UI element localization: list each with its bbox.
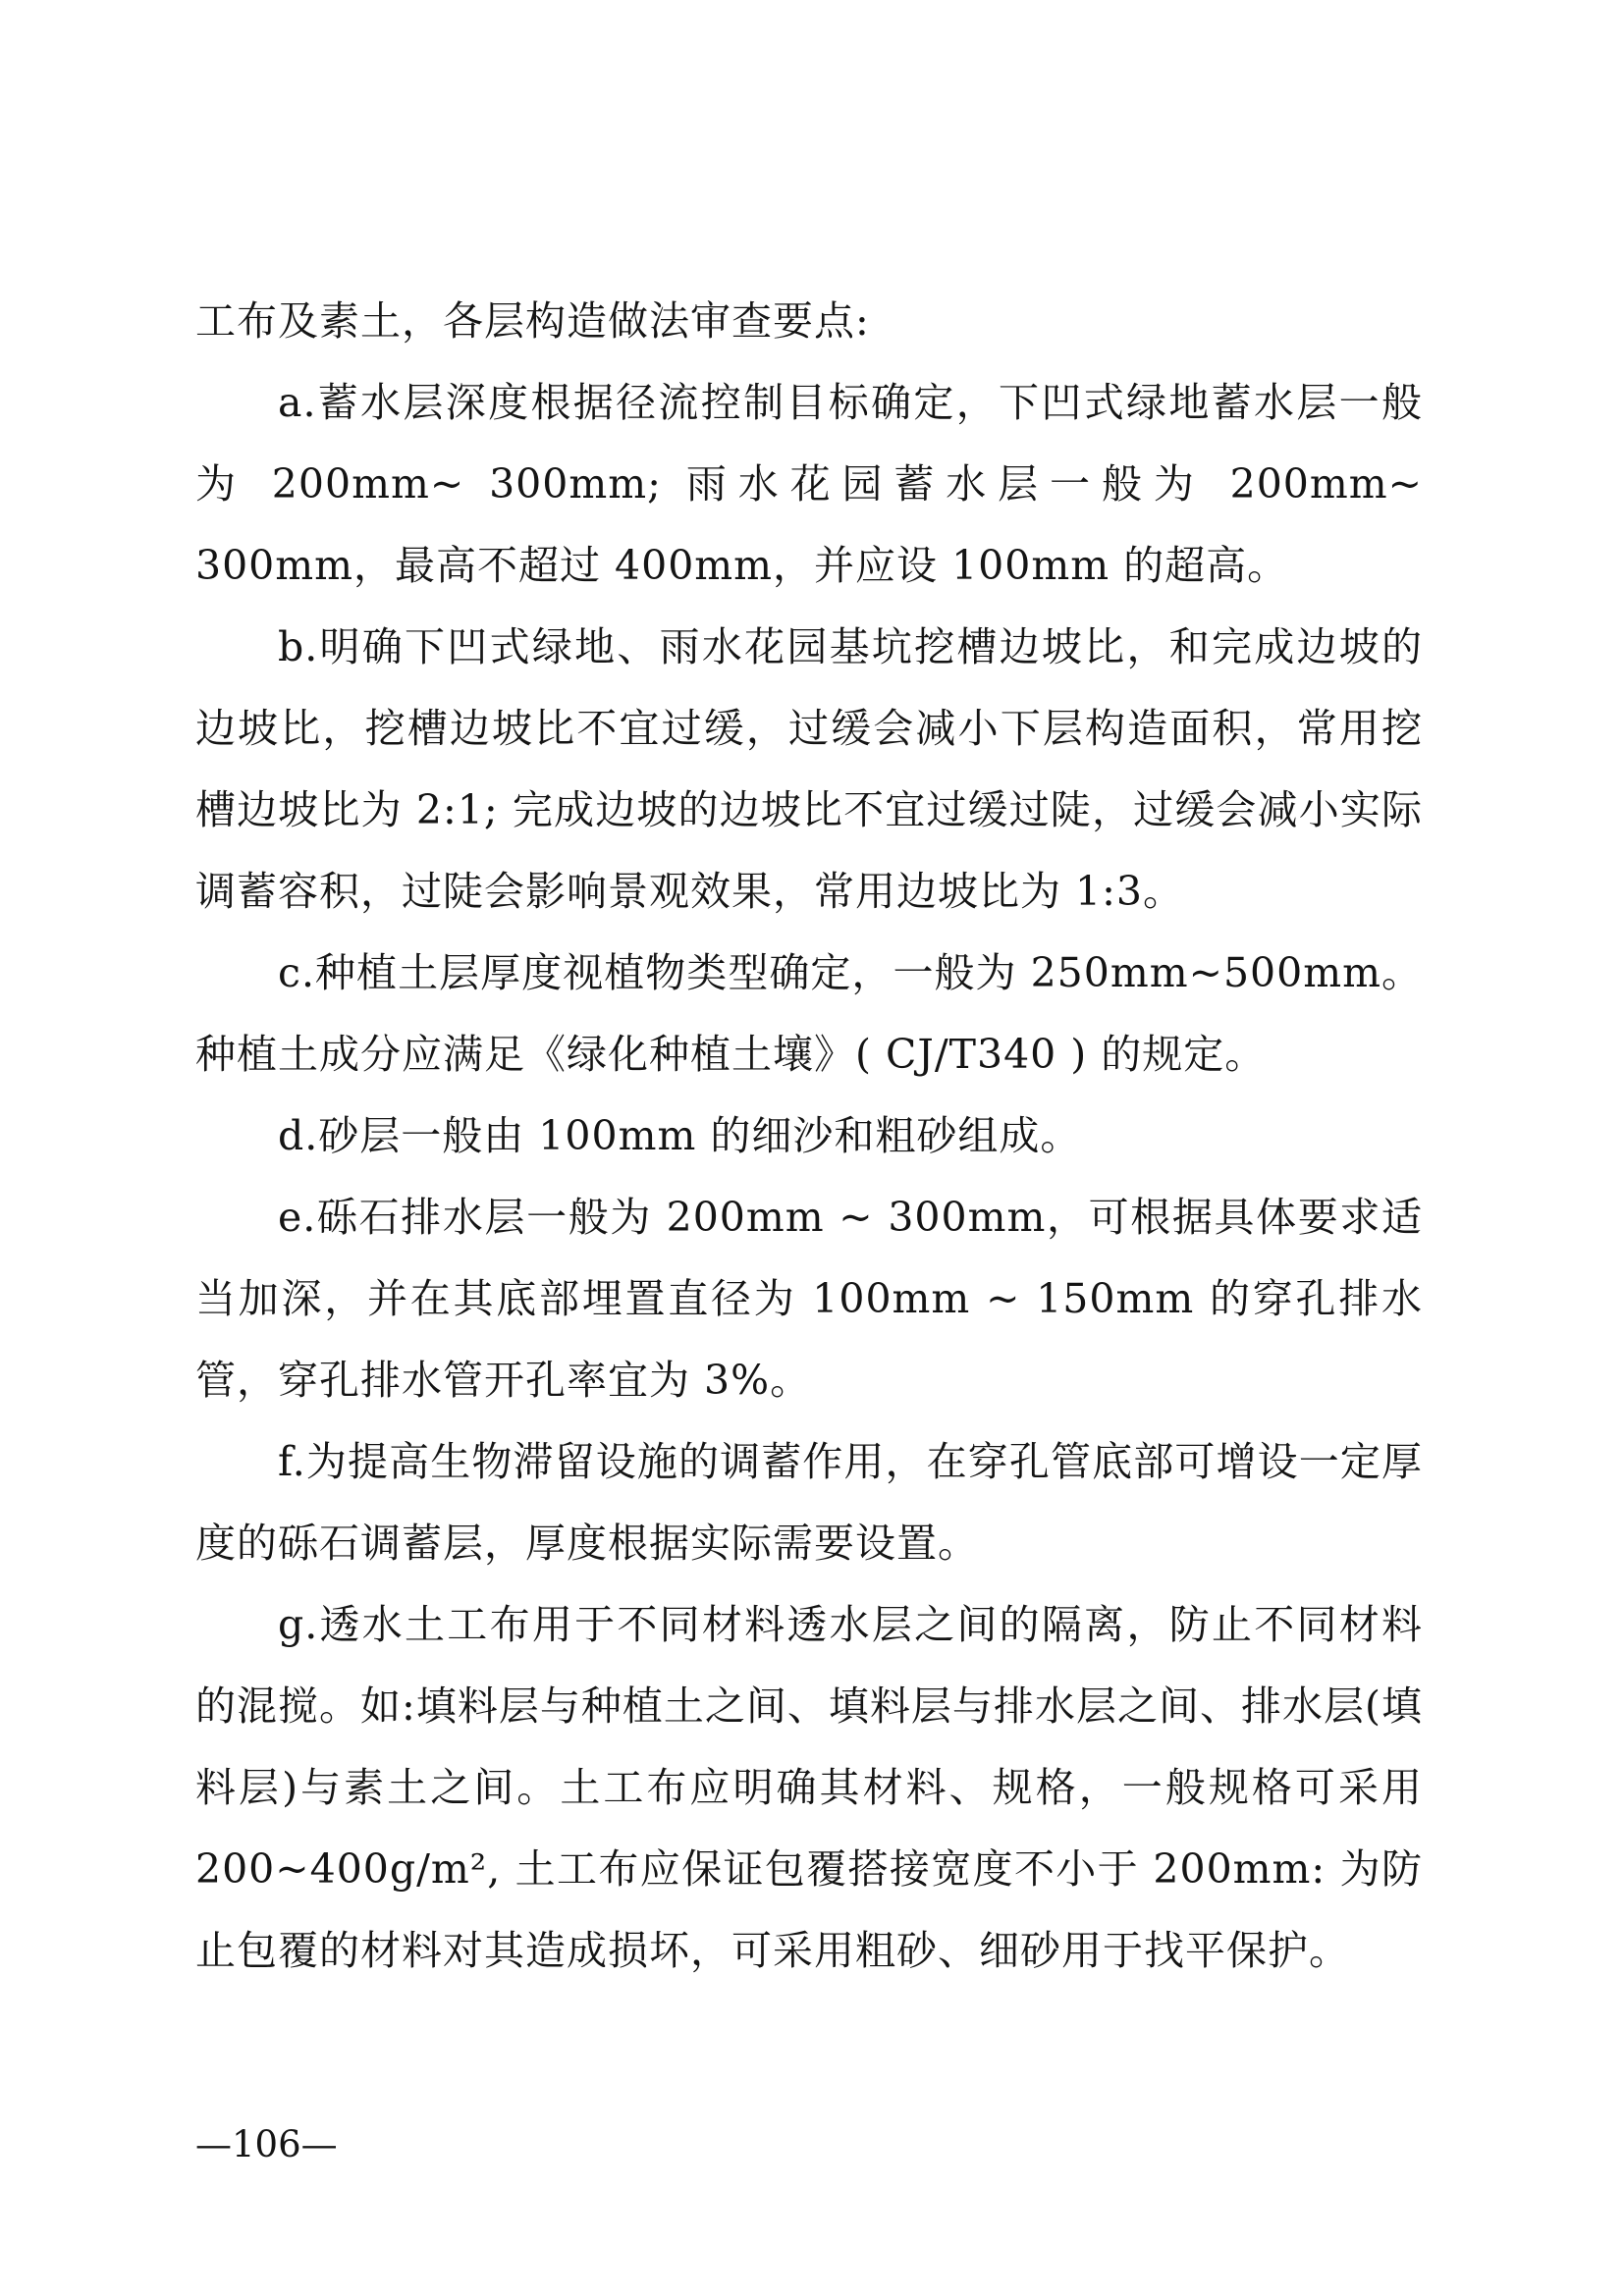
paragraph-item-b: b.明确下凹式绿地、雨水花园基坑挖槽边坡比，和完成边坡的边坡比，挖槽边坡比不宜过缓，过缓会减小下层构造面积，常用挖槽边坡比为 2:1; 完成边坡的边坡比不宜过缓过陡，过缓会减小实际调蓄容积，过陡会影响景观效果，常用边坡比为 1:3。: [195, 623, 1423, 915]
paragraph-continuation: 工布及素土，各层构造做法审查要点:: [195, 297, 870, 345]
body-text: [195, 281, 1423, 1992]
paragraph-item-c: c.种植土层厚度视植物类型确定，一般为 250mm~500mm。种植土成分应满足《绿化种植土壤》( CJ/T340 ) 的规定。: [195, 949, 1423, 1078]
page-number: —106—: [195, 2123, 338, 2165]
paragraph-item-f: f.为提高生物滞留设施的调蓄作用，在穿孔管底部可增设一定厚度的砾石调蓄层，厚度根据实际需要设置。: [195, 1438, 1423, 1567]
paragraph-item-g: g.透水土工布用于不同材料透水层之间的隔离，防止不同材料的混搅。如:填料层与种植土之间、填料层与排水层之间、排水层(填料层)与素土之间。土工布应明确其材料、规格，一般规格可采用 200~400g/m², 土工布应保证包覆搭接宽度不小于 200mm: 为防止包覆的材料对其造成损坏，可采用粗砂、细砂用于找平保护。: [195, 1601, 1423, 1974]
paragraph-item-a: a.蓄水层深度根据径流控制目标确定，下凹式绿地蓄水层一般为 200mm~ 300mm; 雨水花园蓄水层一般为 200mm~ 300mm，最高不超过 400mm，并应设 100mm 的超高。: [195, 379, 1423, 589]
paragraph-item-d: d.砂层一般由 100mm 的细沙和粗砂组成。: [278, 1112, 1082, 1159]
paragraph-item-e: e.砾石排水层一般为 200mm ~ 300mm，可根据具体要求适当加深，并在其底部埋置直径为 100mm ~ 150mm 的穿孔排水管，穿孔排水管开孔率宜为 3%。: [195, 1194, 1423, 1404]
